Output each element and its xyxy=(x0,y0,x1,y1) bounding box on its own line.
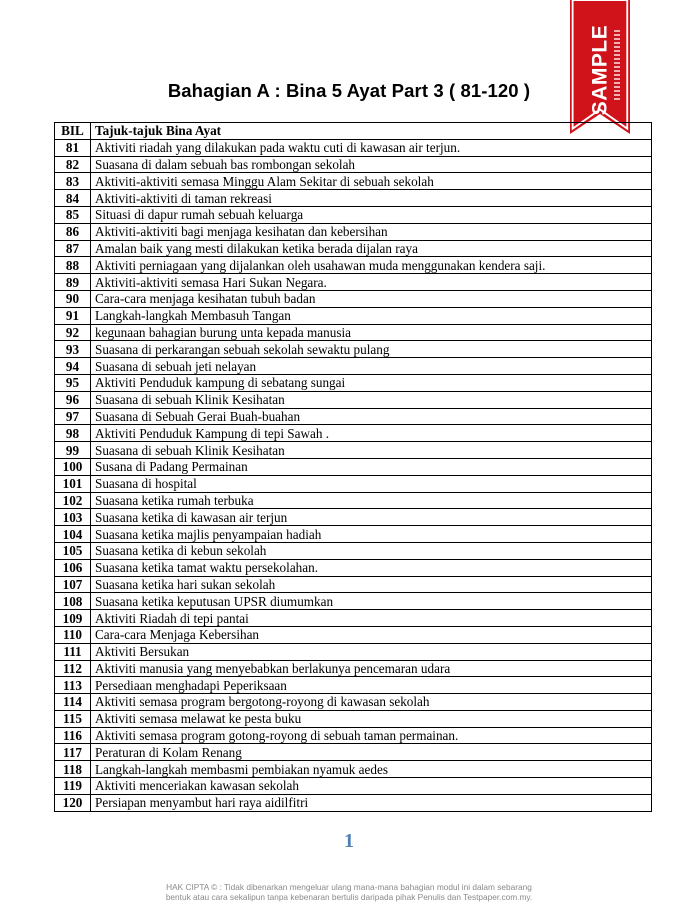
table-row xyxy=(55,173,652,190)
row-topic: Aktiviti-aktiviti semasa Hari Sukan Negara. xyxy=(91,274,652,291)
row-topic: Suasana ketika di kebun sekolah xyxy=(91,542,652,559)
row-topic: Aktiviti-aktiviti semasa Minggu Alam Sekitar di sebuah sekolah xyxy=(91,173,652,190)
row-topic: Suasana ketika rumah terbuka xyxy=(91,492,652,509)
row-number: 119 xyxy=(55,778,91,795)
row-number: 84 xyxy=(55,190,91,207)
table-header-row xyxy=(55,123,652,140)
row-topic: Aktiviti perniagaan yang dijalankan oleh usahawan muda menggunakan kendera saji. xyxy=(91,257,652,274)
row-topic: Aktiviti Penduduk Kampung di tepi Sawah . xyxy=(91,425,652,442)
table-row xyxy=(55,341,652,358)
table-row xyxy=(55,408,652,425)
row-number: 83 xyxy=(55,173,91,190)
table-row xyxy=(55,223,652,240)
table-row xyxy=(55,576,652,593)
row-topic: Aktiviti semasa melawat ke pesta buku xyxy=(91,710,652,727)
row-topic: Cara-cara menjaga kesihatan tubuh badan xyxy=(91,290,652,307)
row-topic: Aktiviti semasa program bergotong-royong di kawasan sekolah xyxy=(91,694,652,711)
copyright-footer xyxy=(0,882,698,902)
row-topic: Suasana di perkarangan sebuah sekolah sewaktu pulang xyxy=(91,341,652,358)
row-topic: Situasi di dapur rumah sebuah keluarga xyxy=(91,206,652,223)
row-number: 96 xyxy=(55,391,91,408)
table-row xyxy=(55,794,652,811)
table-row xyxy=(55,425,652,442)
table-row xyxy=(55,710,652,727)
row-number: 117 xyxy=(55,744,91,761)
row-number: 86 xyxy=(55,223,91,240)
row-number: 88 xyxy=(55,257,91,274)
table-row xyxy=(55,307,652,324)
row-number: 115 xyxy=(55,710,91,727)
row-topic: Suasana di Sebuah Gerai Buah-buahan xyxy=(91,408,652,425)
table-row xyxy=(55,391,652,408)
row-number: 95 xyxy=(55,374,91,391)
row-number: 92 xyxy=(55,324,91,341)
table-row xyxy=(55,458,652,475)
table-row xyxy=(55,290,652,307)
row-topic: Suasana ketika tamat waktu persekolahan. xyxy=(91,559,652,576)
row-number: 93 xyxy=(55,341,91,358)
row-number: 104 xyxy=(55,526,91,543)
row-topic: Suasana ketika keputusan UPSR diumumkan xyxy=(91,593,652,610)
header-topic: Tajuk-tajuk Bina Ayat xyxy=(91,123,652,140)
row-number: 100 xyxy=(55,458,91,475)
table-row xyxy=(55,694,652,711)
row-topic: Aktiviti riadah yang dilakukan pada waktu cuti di kawasan air terjun. xyxy=(91,139,652,156)
row-number: 91 xyxy=(55,307,91,324)
table-row xyxy=(55,559,652,576)
table-row xyxy=(55,156,652,173)
table-row xyxy=(55,677,652,694)
table-row xyxy=(55,475,652,492)
table-row xyxy=(55,643,652,660)
row-topic: Persiapan menyambut hari raya aidilfitri xyxy=(91,794,652,811)
table-row xyxy=(55,139,652,156)
row-number: 113 xyxy=(55,677,91,694)
row-number: 102 xyxy=(55,492,91,509)
row-number: 108 xyxy=(55,593,91,610)
row-number: 114 xyxy=(55,694,91,711)
table-row xyxy=(55,274,652,291)
row-topic: Suasana ketika hari sukan sekolah xyxy=(91,576,652,593)
row-number: 90 xyxy=(55,290,91,307)
row-number: 99 xyxy=(55,442,91,459)
page-title: Bahagian A : Bina 5 Ayat Part 3 ( 81-120 ) xyxy=(167,80,531,101)
row-topic: Amalan baik yang mesti dilakukan ketika berada dijalan raya xyxy=(91,240,652,257)
ribbon-label: SAMPLE xyxy=(588,24,612,116)
row-number: 105 xyxy=(55,542,91,559)
row-number: 103 xyxy=(55,509,91,526)
row-topic: Suasana di sebuah Klinik Kesihatan xyxy=(91,391,652,408)
row-topic: Persediaan menghadapi Peperiksaan xyxy=(91,677,652,694)
row-topic: Aktiviti-aktiviti bagi menjaga kesihatan dan kebersihan xyxy=(91,223,652,240)
row-number: 118 xyxy=(55,761,91,778)
table-row xyxy=(55,593,652,610)
table-row xyxy=(55,206,652,223)
page-number: 1 xyxy=(344,830,354,852)
row-number: 82 xyxy=(55,156,91,173)
table-row xyxy=(55,492,652,509)
row-topic: Langkah-langkah membasmi pembiakan nyamuk aedes xyxy=(91,761,652,778)
row-topic: Suasana di dalam sebuah bas rombongan sekolah xyxy=(91,156,652,173)
row-topic: Suasana ketika majlis penyampaian hadiah xyxy=(91,526,652,543)
row-number: 107 xyxy=(55,576,91,593)
row-number: 101 xyxy=(55,475,91,492)
table-row xyxy=(55,727,652,744)
row-topic: Langkah-langkah Membasuh Tangan xyxy=(91,307,652,324)
row-topic: Suasana di hospital xyxy=(91,475,652,492)
table-row xyxy=(55,324,652,341)
table-row xyxy=(55,257,652,274)
row-topic: Cara-cara Menjaga Kebersihan xyxy=(91,626,652,643)
row-topic: kegunaan bahagian burung unta kepada manusia xyxy=(91,324,652,341)
row-topic: Aktiviti manusia yang menyebabkan berlakunya pencemaran udara xyxy=(91,660,652,677)
row-number: 112 xyxy=(55,660,91,677)
table-row xyxy=(55,358,652,375)
table-row xyxy=(55,526,652,543)
table-row xyxy=(55,610,652,627)
table-row xyxy=(55,761,652,778)
table-row xyxy=(55,240,652,257)
row-topic: Aktiviti Bersukan xyxy=(91,643,652,660)
table-row xyxy=(55,626,652,643)
row-topic: Aktiviti Riadah di tepi pantai xyxy=(91,610,652,627)
table-row xyxy=(55,190,652,207)
row-number: 97 xyxy=(55,408,91,425)
row-number: 87 xyxy=(55,240,91,257)
row-topic: Aktiviti Penduduk kampung di sebatang sungai xyxy=(91,374,652,391)
footer-line-1: HAK CIPTA © : Tidak dibenarkan mengeluar ulang mana-mana bahagian modul ini dalam sebarang xyxy=(166,882,532,892)
table-row xyxy=(55,542,652,559)
table-row xyxy=(55,442,652,459)
table-row xyxy=(55,374,652,391)
topics-table xyxy=(54,122,652,812)
row-number: 116 xyxy=(55,727,91,744)
ribbon-fine-print xyxy=(614,30,620,100)
row-number: 110 xyxy=(55,626,91,643)
row-topic: Aktiviti-aktiviti di taman rekreasi xyxy=(91,190,652,207)
header-bil: BIL xyxy=(55,123,91,140)
row-topic: Susana di Padang Permainan xyxy=(91,458,652,475)
row-number: 94 xyxy=(55,358,91,375)
row-number: 81 xyxy=(55,139,91,156)
row-number: 109 xyxy=(55,610,91,627)
row-number: 111 xyxy=(55,643,91,660)
table-row xyxy=(55,660,652,677)
row-topic: Suasana di sebuah jeti nelayan xyxy=(91,358,652,375)
row-number: 120 xyxy=(55,794,91,811)
table-row xyxy=(55,778,652,795)
row-number: 85 xyxy=(55,206,91,223)
row-topic: Aktiviti menceriakan kawasan sekolah xyxy=(91,778,652,795)
row-topic: Aktiviti semasa program gotong-royong di sebuah taman permainan. xyxy=(91,727,652,744)
row-number: 89 xyxy=(55,274,91,291)
row-topic: Suasana ketika di kawasan air terjun xyxy=(91,509,652,526)
row-number: 98 xyxy=(55,425,91,442)
row-topic: Peraturan di Kolam Renang xyxy=(91,744,652,761)
table-row xyxy=(55,744,652,761)
footer-line-2: bentuk atau cara sekalipun tanpa kebenaran bertulis daripada pihak Penulis dan Testpaper.com.my. xyxy=(165,892,533,902)
table-row xyxy=(55,509,652,526)
row-number: 106 xyxy=(55,559,91,576)
row-topic: Suasana di sebuah Klinik Kesihatan xyxy=(91,442,652,459)
